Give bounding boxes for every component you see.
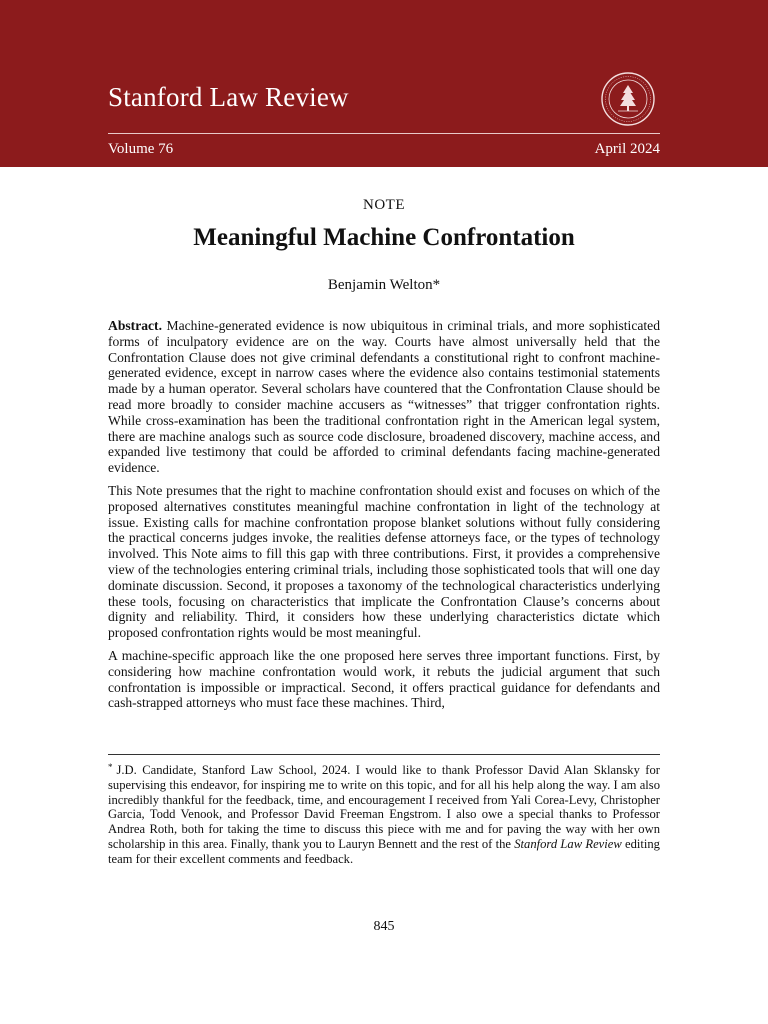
footnote-divider xyxy=(108,754,660,755)
author-name: Benjamin Welton* xyxy=(327,277,441,293)
abstract-paragraph: Abstract. Machine-generated evidence is now ubiquitous in criminal trials, and more sophisticated forms of inculpatory evidence are on the way. Courts have almost universally held that the Confrontation Clause does not give criminal defendants a constitutional right to confront machine-generated evidence, except in narrow cases where the evidence also contains testimonial statements made by a human operator. Several scholars have countered that the Confrontation Clause should be read more broadly to consider machine accusers as “witnesses” that trigger confrontation rights. While cross-examination has been the traditional confrontation right in the American legal system, there are machine analogs such as source code disclosure, broadened discovery, machine access, and expanded live testimony that could be afforded to criminal defendants facing machine-generated evidence. xyxy=(108,318,660,476)
journal-title: Stanford Law Review xyxy=(108,82,349,112)
abstract-paragraph: This Note presumes that the right to machine confrontation should exist and focuses on which of the proposed alternatives constitutes meaningful machine confrontation in light of the technology at issue. Existing calls for machine confrontation propose blanket solutions without fully considering the practical concerns judges invoke, the realities defense attorneys face, or the types of technology involved. This Note aims to fill this gap with three contributions. First, it provides a comprehensive view of the technologies entering criminal trials, including those sophisticated tools that will one day dominate discussion. Second, it proposes a taxonomy of the technological characteristics underlying these tools, focusing on characteristics that implicate the Confrontation Clause’s concerns about dignity and reliability. Third, it considers how these underlying characteristics dictate which proposed confrontation rights would be most meaningful. xyxy=(108,482,660,641)
journal-header-banner xyxy=(0,0,768,167)
abstract-paragraph: A machine-specific approach like the one proposed here serves three important functions. First, by considering how machine confrontation would work, it rebuts the judicial argument that such confrontation is impossible or impractical. Second, it offers practical guidance for defendants and cash-strapped attorneys who must face these machines. Third, xyxy=(108,647,660,711)
journal-name-italic: Stanford Law Review xyxy=(514,836,622,851)
header-divider xyxy=(108,133,660,134)
abstract-body xyxy=(108,318,660,718)
footnote-mark: * xyxy=(108,762,113,772)
volume-number: Volume 76 xyxy=(108,141,174,157)
stanford-seal-icon xyxy=(596,71,660,127)
article-type-label: NOTE xyxy=(363,197,405,213)
author-footnote: * J.D. Candidate, Stanford Law School, 2024. I would like to thank Professor David Alan Sklansky for supervising this endeavor, for inspiring me to write on this topic, and for all his help along the way. I am also incredibly thankful for the feedback, time, and encouragement I received from Yali Corea-Levy, Christopher Garcia, Todd Venook, and Professor David Freeman Engstrom. I also owe a special thanks to Professor Andrea Roth, both for taking the time to discuss this piece with me and for paving the way with her own scholarship in this area. Finally, thank you to Lauryn Bennett and the rest of the Stanford Law Review editing team for their excellent comments and feedback. xyxy=(108,762,660,866)
issue-date: April 2024 xyxy=(594,141,660,157)
page-number: 845 xyxy=(373,919,395,934)
article-title: Meaningful Machine Confrontation xyxy=(193,224,575,251)
abstract-label: Abstract. xyxy=(108,318,162,333)
